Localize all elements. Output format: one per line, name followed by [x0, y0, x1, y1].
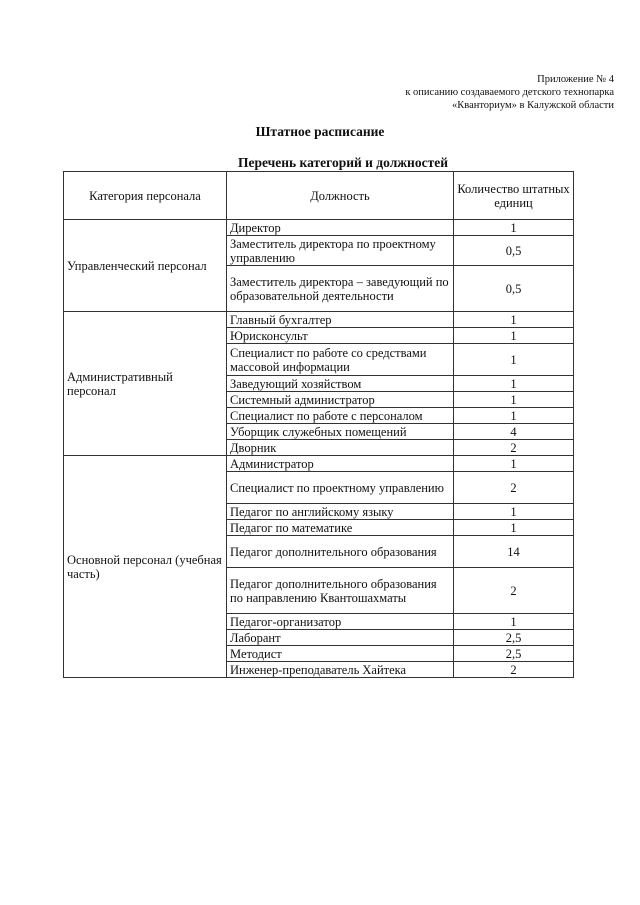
- position-cell: Педагог дополнительного образования по направлению Квантошахматы: [227, 568, 454, 614]
- quantity-cell: 2: [454, 440, 574, 456]
- position-cell: Инженер-преподаватель Хайтека: [227, 662, 454, 678]
- quantity-cell: 1: [454, 614, 574, 630]
- quantity-cell: 4: [454, 424, 574, 440]
- staff-table-body: [64, 220, 574, 678]
- position-cell: Специалист по проектному управлению: [227, 472, 454, 504]
- document-title: Штатное расписание: [255, 124, 385, 139]
- position-cell: Системный администратор: [227, 392, 454, 408]
- table-row: [64, 456, 574, 472]
- quantity-cell: 2: [454, 568, 574, 614]
- category-cell: Управленческий персонал: [64, 220, 227, 312]
- position-cell: Лаборант: [227, 630, 454, 646]
- quantity-cell: 1: [454, 408, 574, 424]
- appendix-line-2: к описанию создаваемого детского технопарка: [405, 87, 614, 98]
- staff-table: [63, 171, 574, 678]
- quantity-cell: 1: [454, 344, 574, 376]
- table-header-row: [64, 172, 574, 220]
- quantity-cell: 1: [454, 312, 574, 328]
- position-cell: Уборщик служебных помещений: [227, 424, 454, 440]
- table-row: [64, 312, 574, 328]
- position-cell: Администратор: [227, 456, 454, 472]
- position-cell: Дворник: [227, 440, 454, 456]
- position-cell: Заведующий хозяйством: [227, 376, 454, 392]
- quantity-cell: 1: [454, 220, 574, 236]
- category-cell: Административный персонал: [64, 312, 227, 456]
- quantity-cell: 1: [454, 328, 574, 344]
- header-category: Категория персонала: [64, 172, 227, 220]
- position-cell: Директор: [227, 220, 454, 236]
- position-cell: Методист: [227, 646, 454, 662]
- position-cell: Юрисконсульт: [227, 328, 454, 344]
- quantity-cell: 2,5: [454, 646, 574, 662]
- position-cell: Заместитель директора – заведующий по образовательной деятельности: [227, 266, 454, 312]
- position-cell: Заместитель директора по проектному управлению: [227, 236, 454, 266]
- position-cell: Педагог по английскому языку: [227, 504, 454, 520]
- quantity-cell: 0,5: [454, 236, 574, 266]
- header-position: Должность: [227, 172, 454, 220]
- quantity-cell: 0,5: [454, 266, 574, 312]
- quantity-cell: 1: [454, 520, 574, 536]
- quantity-cell: 1: [454, 392, 574, 408]
- quantity-cell: 2,5: [454, 630, 574, 646]
- category-cell: Основной персонал (учебная часть): [64, 456, 227, 678]
- quantity-cell: 2: [454, 472, 574, 504]
- quantity-cell: 1: [454, 376, 574, 392]
- quantity-cell: 1: [454, 456, 574, 472]
- header-quantity: Количество штатных единиц: [454, 172, 574, 220]
- document-subtitle: Перечень категорий и должностей: [238, 155, 448, 170]
- position-cell: Педагог дополнительного образования: [227, 536, 454, 568]
- appendix-line-1: Приложение № 4: [537, 74, 614, 85]
- position-cell: Специалист по работе со средствами массовой информации: [227, 344, 454, 376]
- position-cell: Педагог по математике: [227, 520, 454, 536]
- position-cell: Главный бухгалтер: [227, 312, 454, 328]
- quantity-cell: 14: [454, 536, 574, 568]
- quantity-cell: 2: [454, 662, 574, 678]
- appendix-note: [405, 73, 614, 112]
- quantity-cell: 1: [454, 504, 574, 520]
- position-cell: Специалист по работе с персоналом: [227, 408, 454, 424]
- appendix-line-3: «Кванториум» в Калужской области: [452, 100, 614, 111]
- position-cell: Педагог-организатор: [227, 614, 454, 630]
- table-row: [64, 220, 574, 236]
